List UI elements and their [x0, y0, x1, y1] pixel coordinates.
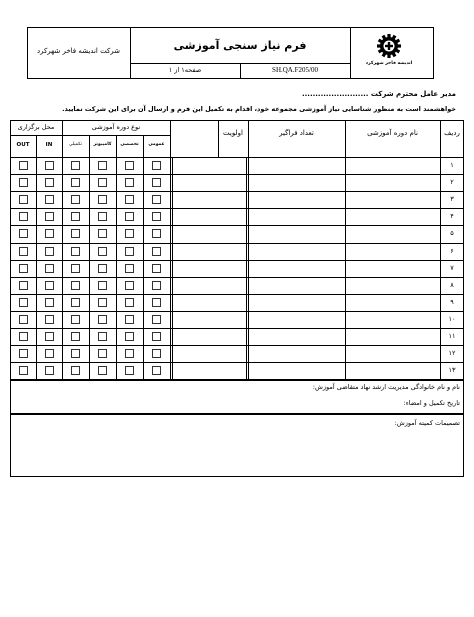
checkbox-out[interactable] [19, 332, 28, 341]
checkbox-in[interactable] [45, 247, 54, 256]
checkbox-specialized[interactable] [125, 229, 134, 238]
checkbox-computer[interactable] [98, 332, 107, 341]
row-divider [10, 208, 464, 209]
checkbox-general[interactable] [152, 349, 161, 358]
checkbox-in[interactable] [45, 229, 54, 238]
checkbox-out[interactable] [19, 229, 28, 238]
checkbox-specialized[interactable] [125, 366, 134, 375]
checkbox-in[interactable] [45, 349, 54, 358]
row-number: ۲ [450, 178, 454, 187]
checkbox-specialized[interactable] [125, 332, 134, 341]
header-row: ردیف [444, 129, 460, 137]
checkbox-complementary[interactable] [71, 161, 80, 170]
checkbox-general[interactable] [152, 264, 161, 273]
checkbox-complementary[interactable] [71, 298, 80, 307]
header-venue: محل برگزاری [17, 123, 55, 131]
checkbox-general[interactable] [152, 298, 161, 307]
checkbox-specialized[interactable] [125, 264, 134, 273]
checkbox-general[interactable] [152, 229, 161, 238]
request-text: خواهشمند است به منظور شناسایی نیاز آموزشی مجموعه خود، اقدام به تکمیل این فرم و ارسال آن برای این شرکت نمایید. [62, 105, 456, 113]
checkbox-computer[interactable] [98, 264, 107, 273]
checkbox-computer[interactable] [98, 281, 107, 290]
checkbox-in[interactable] [45, 161, 54, 170]
venue-sep [36, 135, 37, 380]
row-divider [10, 311, 464, 312]
checkbox-specialized[interactable] [125, 281, 134, 290]
row-divider [10, 174, 464, 175]
header-course-name: نام دوره آموزشی [367, 129, 418, 137]
checkbox-complementary[interactable] [71, 315, 80, 324]
row-number: ۵ [450, 229, 454, 238]
row-divider [10, 328, 464, 329]
checkbox-out[interactable] [19, 366, 28, 375]
checkbox-general[interactable] [152, 332, 161, 341]
type-sep-2 [116, 135, 117, 380]
course-type-complementary: تکمیلی [69, 142, 82, 147]
col-sep-course [345, 120, 346, 380]
checkbox-specialized[interactable] [125, 247, 134, 256]
checkbox-specialized[interactable] [125, 298, 134, 307]
form-title: فرم نیاز سنجی آموزشی [173, 39, 307, 52]
checkbox-computer[interactable] [98, 229, 107, 238]
form-code: SH.QA.F205/00 [272, 66, 318, 74]
checkbox-computer[interactable] [98, 161, 107, 170]
checkbox-out[interactable] [19, 349, 28, 358]
checkbox-out[interactable] [19, 178, 28, 187]
header-divider-right [350, 27, 351, 79]
checkbox-in[interactable] [45, 281, 54, 290]
row-number: ۱۲ [448, 349, 456, 358]
row-number: ۱ [450, 161, 454, 169]
checkbox-out[interactable] [19, 264, 28, 273]
col-sep-type [170, 120, 171, 380]
checkbox-out[interactable] [19, 195, 28, 204]
row-number: ۶ [450, 246, 454, 255]
checkbox-general[interactable] [152, 161, 161, 170]
course-type-specialized: تخصصی [120, 142, 139, 147]
header-participants: تعداد فراگیر [279, 129, 314, 137]
col-sep-participants [248, 120, 249, 380]
checkbox-computer[interactable] [98, 366, 107, 375]
checkbox-complementary[interactable] [71, 212, 80, 221]
venue-in: IN [45, 142, 53, 148]
checkbox-computer[interactable] [98, 195, 107, 204]
type-sep-1 [143, 135, 144, 380]
row-number: ۴ [450, 212, 454, 221]
row-divider [10, 345, 464, 346]
page-number: صفحه۱ از ۱ [168, 66, 202, 74]
checkbox-in[interactable] [45, 212, 54, 221]
checkbox-computer[interactable] [98, 349, 107, 358]
checkbox-complementary[interactable] [71, 264, 80, 273]
checkbox-in[interactable] [45, 366, 54, 375]
checkbox-general[interactable] [152, 178, 161, 187]
checkbox-general[interactable] [152, 366, 161, 375]
checkbox-general[interactable] [152, 247, 161, 256]
row-divider [10, 191, 464, 192]
manager-name-label: نام و نام خانوادگی مدیریت ارشد نهاد متقاضی آموزش: [312, 383, 460, 391]
checkbox-in[interactable] [45, 178, 54, 187]
checkbox-computer[interactable] [98, 315, 107, 324]
checkbox-in[interactable] [45, 332, 54, 341]
row-number: ۹ [450, 297, 454, 306]
checkbox-general[interactable] [152, 281, 161, 290]
checkbox-out[interactable] [19, 161, 28, 170]
checkbox-out[interactable] [19, 281, 28, 290]
row-divider [10, 277, 464, 278]
row-divider [10, 260, 464, 261]
col-sep-venue [62, 120, 63, 380]
checkbox-specialized[interactable] [125, 195, 134, 204]
checkbox-out[interactable] [19, 298, 28, 307]
checkbox-specialized[interactable] [125, 161, 134, 170]
checkbox-in[interactable] [45, 315, 54, 324]
row-number: ۱۳ [448, 366, 456, 375]
col-sep-priority [218, 120, 219, 157]
row-number: ۱۰ [448, 314, 456, 323]
header-course-type: نوع دوره آموزشی [91, 123, 141, 131]
course-type-general: عمومی [148, 142, 165, 147]
checkbox-specialized[interactable] [125, 349, 134, 358]
checkbox-computer[interactable] [98, 212, 107, 221]
checkbox-in[interactable] [45, 298, 54, 307]
venue-out: OUT [16, 142, 30, 148]
checkbox-computer[interactable] [98, 247, 107, 256]
row-number: ۷ [450, 263, 454, 272]
checkbox-out[interactable] [19, 247, 28, 256]
checkbox-in[interactable] [45, 264, 54, 273]
checkbox-computer[interactable] [98, 298, 107, 307]
checkbox-general[interactable] [152, 195, 161, 204]
salutation: مدیر عامل محترم شرکت ......................... [301, 90, 456, 98]
header-priority: اولویت [223, 129, 243, 137]
checkbox-complementary[interactable] [71, 349, 80, 358]
checkbox-complementary[interactable] [71, 195, 80, 204]
type-sep-3 [89, 135, 90, 380]
company-name: شرکت اندیشه فاخر شهرکرد [36, 47, 121, 55]
row-divider [10, 243, 464, 244]
row-number: ۸ [450, 280, 454, 289]
row-number: ۳ [450, 195, 454, 204]
row-divider [10, 362, 464, 363]
checkbox-specialized[interactable] [125, 178, 134, 187]
checkbox-specialized[interactable] [125, 212, 134, 221]
date-signature-label: تاریخ تکمیل و امضاء: [403, 399, 460, 407]
logo-caption: اندیشه فاخر شهرکرد [365, 61, 413, 66]
checkbox-complementary[interactable] [71, 247, 80, 256]
row-number: ۱۱ [448, 332, 456, 340]
checkbox-complementary[interactable] [71, 178, 80, 187]
checkbox-general[interactable] [152, 212, 161, 221]
checkbox-complementary[interactable] [71, 332, 80, 341]
checkbox-in[interactable] [45, 195, 54, 204]
checkbox-out[interactable] [19, 212, 28, 221]
committee-label: تصمیمات کمیته آموزش: [394, 419, 460, 427]
row-divider [10, 294, 464, 295]
checkbox-complementary[interactable] [71, 281, 80, 290]
checkbox-complementary[interactable] [71, 366, 80, 375]
row-divider [10, 225, 464, 226]
checkbox-out[interactable] [19, 315, 28, 324]
table-header-bottom [10, 157, 464, 158]
checkbox-general[interactable] [152, 315, 161, 324]
course-type-computer: کامپیوتر [93, 142, 112, 147]
checkbox-complementary[interactable] [71, 229, 80, 238]
checkbox-specialized[interactable] [125, 315, 134, 324]
checkbox-computer[interactable] [98, 178, 107, 187]
col-sep-row [440, 120, 441, 380]
